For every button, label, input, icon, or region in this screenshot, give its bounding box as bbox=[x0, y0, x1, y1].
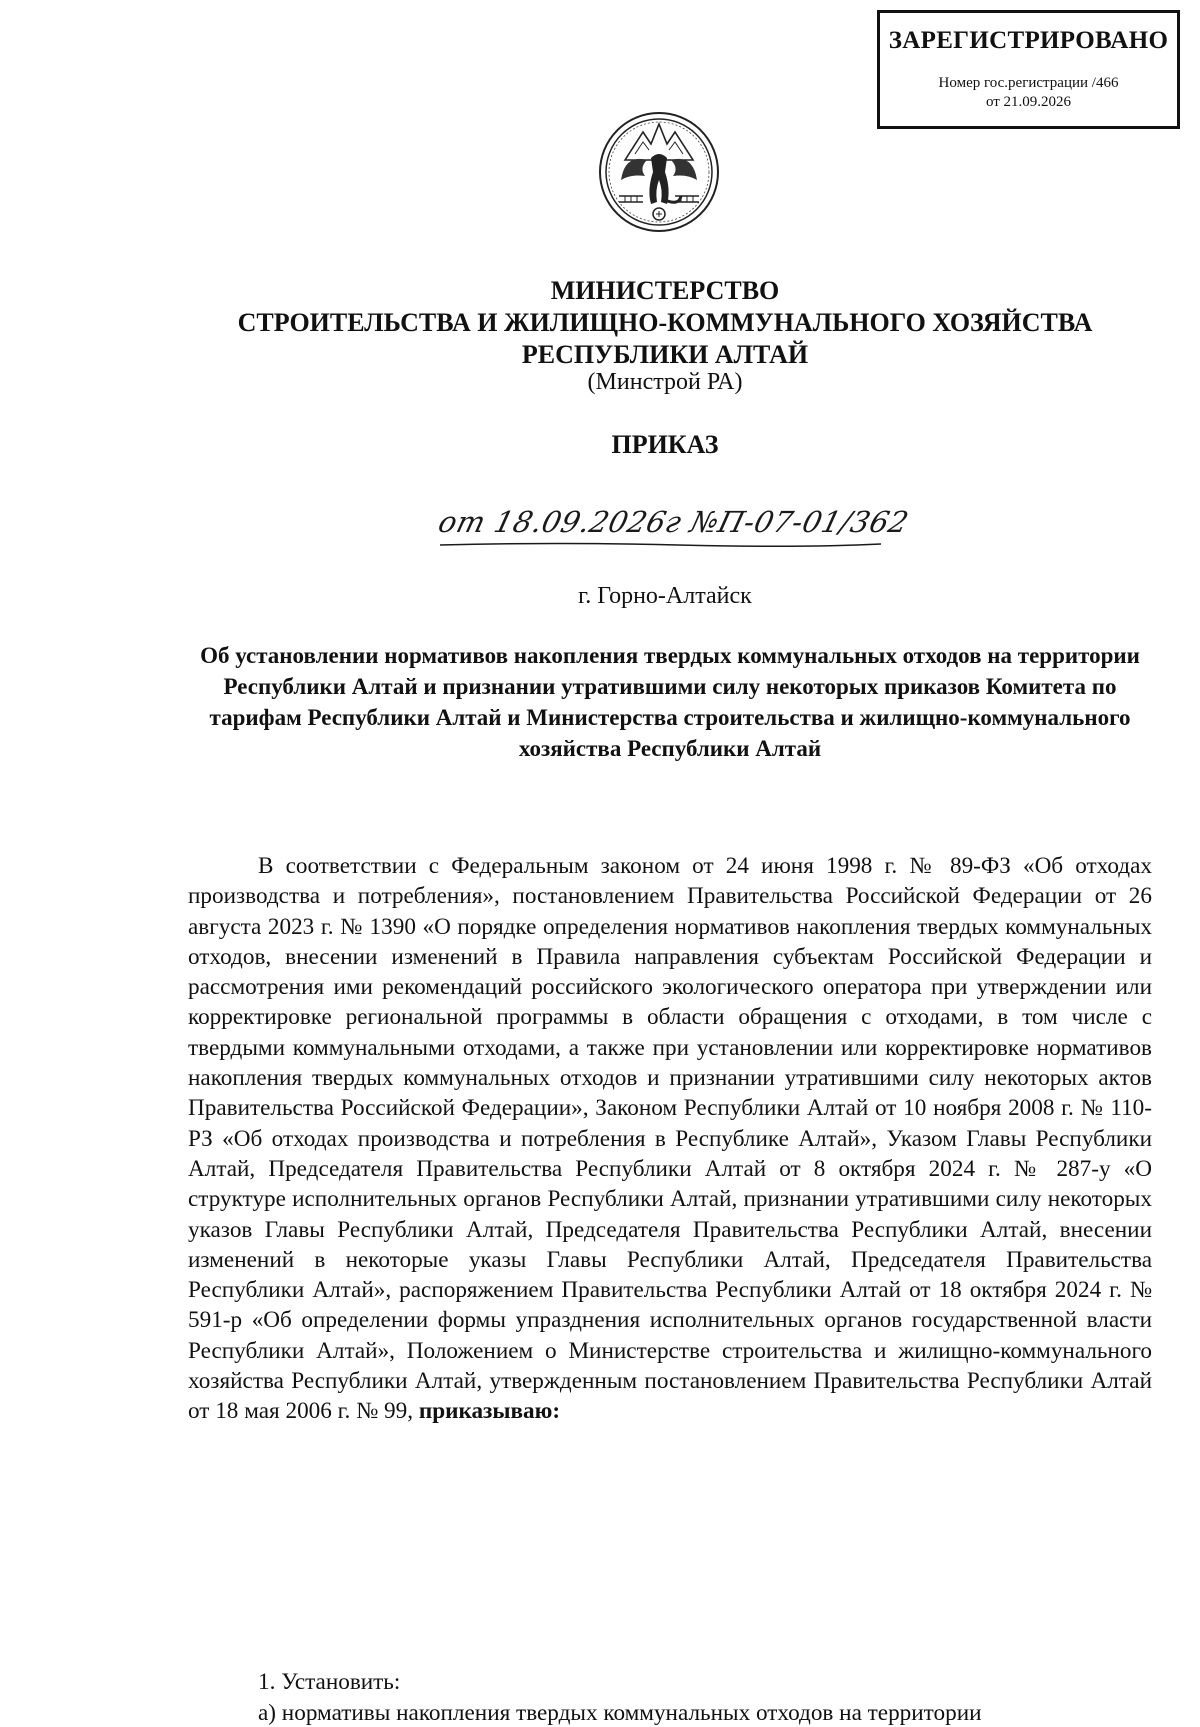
ministry-heading-line-1: МИНИСТЕРСТВО bbox=[550, 276, 780, 305]
handwritten-underline bbox=[438, 540, 883, 548]
city-line: г. Горно-Алтайск bbox=[578, 583, 752, 609]
registration-number: Номер гос.регистрации /466 bbox=[938, 75, 1119, 91]
order-word: приказываю: bbox=[418, 1398, 561, 1425]
preamble-text: В соответствии с Федеральным законом от 24 июня 1998 г. № 89-ФЗ «Об отходах производства и потребления», постановлением Правительства Российской Федерации от 26 августа 2023 г. № 1390 «О порядке определения нормативов накопления твердых коммунальных отходов, внесении изменений в Правила направления субъектам Российской Федерации и рассмотрения ими рекомендаций российского экологического оператора при утверждении или корректировке региональной программы в области обращения с отходами, в том числе с твердыми коммунальными отходами, а также при установлении или корректировке нормативов накопления твердых коммунальных отходов и признании утратившими силу некоторых актов Правительства Российской Федерации», Законом Республики Алтай от 10 ноября 2008 г. № 110-РЗ «Об отходах производства и потребления в Республике Алтай», Указом Главы Республики Алтай, Председателя Правительства Республики Алтай от 8 октября 2024 г. № 287-у «О структуре исполнительных органов Республики Алтай, признании утратившими силу некоторых указов Главы Республики Алтай, Председателя Правительства Республики Алтай, внесении изменений в некоторые указы Главы Республики Алтай, Председателя Правительства Республики Алтай», распоряжением Правительства Республики Алтай от 18 октября 2024 г. № 591-р «Об определении формы упразднения исполнительных органов государственной власти Республики Алтай», Положением о Министерстве строительства и жилищно-коммунального хозяйства Республики Алтай, утвержденным постановлением Правительства Республики Алтай от 18 мая 2006 г. № 99, bbox=[188, 853, 1152, 1425]
handwritten-date-number: от 18.09.2026г №П-07-01/362 bbox=[435, 505, 913, 539]
registration-stamp bbox=[877, 10, 1180, 129]
ministry-short-name: (Минстрой РА) bbox=[587, 369, 743, 395]
registration-date: от 21.09.2026 bbox=[985, 94, 1072, 110]
ministry-heading-line-3: РЕСПУБЛИКИ АЛТАЙ bbox=[521, 340, 809, 369]
ministry-heading-line-2: СТРОИТЕЛЬСТВА И ЖИЛИЩНО-КОММУНАЛЬНОГО ХОЗЯЙСТВА bbox=[237, 308, 1093, 337]
order-item-1: 1. Установить: bbox=[258, 1669, 401, 1695]
preamble-paragraph bbox=[188, 851, 1152, 1427]
registration-stamp-title: ЗАРЕГИСТРИРОВАНО bbox=[888, 27, 1169, 54]
document-type-title: ПРИКАЗ bbox=[611, 430, 719, 459]
order-subject: Об установлении нормативов накопления твердых коммунальных отходов на территории Республики Алтай и признании утратившими силу некоторых приказов Комитета по тарифам Республики Алтай и Министерства строительства и жилищно-коммунального хозяйства Республики Алтай bbox=[200, 643, 1140, 761]
coat-of-arms-emblem-icon bbox=[595, 110, 723, 235]
order-item-1a: а) нормативы накопления твердых коммунальных отходов на территории bbox=[258, 1700, 982, 1726]
